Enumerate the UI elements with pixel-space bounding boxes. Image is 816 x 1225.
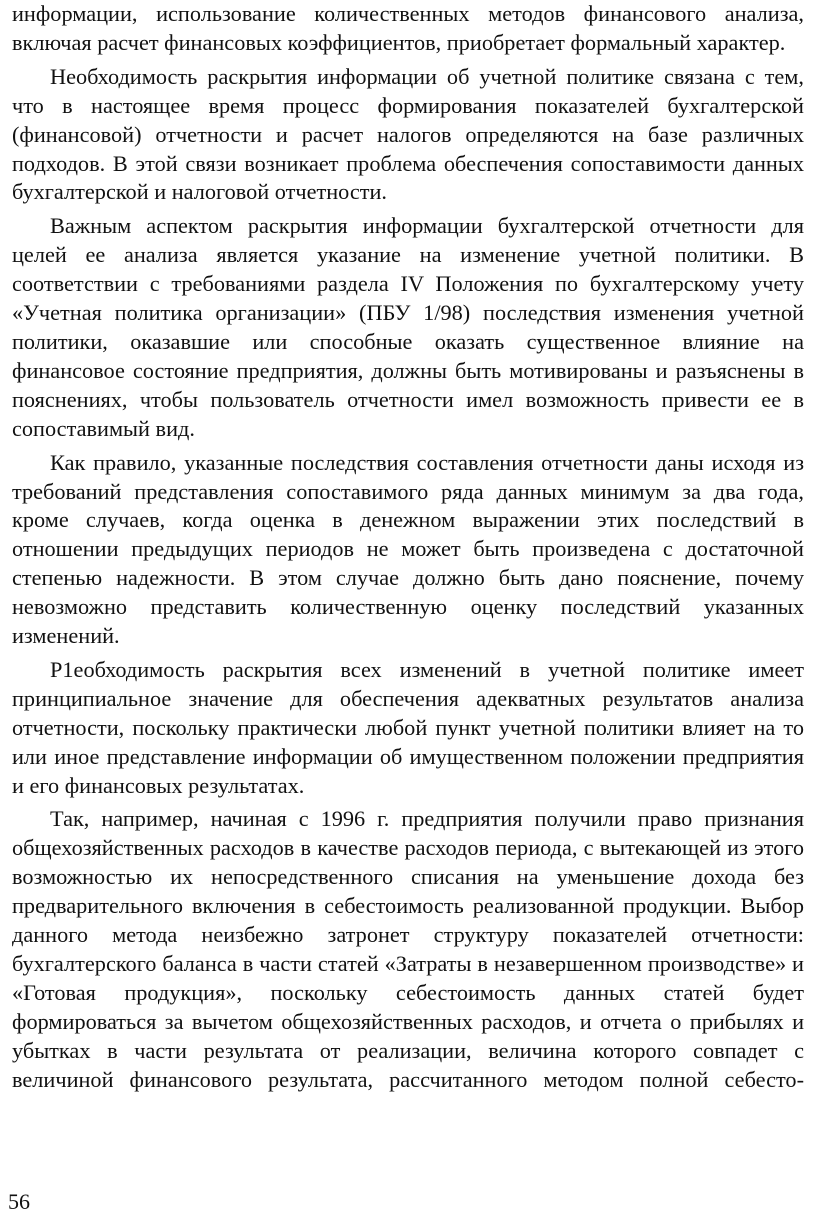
paragraph-3: Важным аспектом раскрытия информации бухгалтерской отчетности для целей ее анализа является указание на изменение учетной политики. В соответствии с требованиями раздела IV Положения по бухгалтерскому учету «Учетная политика организации» (ПБУ 1/98) последствия изменения учетной политики, оказавшие или способные оказать существенное влияние на финансовое состояние предприятия, должны быть мотивированы и разъяснены в пояснениях, чтобы пользователь отчетности имел возможность привести ее в сопоставимый вид. — [12, 213, 804, 441]
page-number: 56 — [8, 1189, 30, 1214]
paragraph-2: Необходимость раскрытия информации об учетной политике связана с тем, что в настоящее время процесс формирования показателей бухгалтерской (финансовой) отчетности и расчет налогов определяются на базе различных подходов. В этой связи возникает проблема обеспечения сопоставимости данных бухгалтерской и налоговой отчетности. — [12, 63, 804, 205]
paragraph-4: Как правило, указанные последствия составления отчетности даны исходя из требований представления сопоставимого ряда данных минимум за два года, кроме случаев, когда оценка в денежном выражении этих последствий в отношении предыдущих периодов не может быть произведена с достаточной степенью надежности. В этом случае должно быть дано пояснение, почему невозможно представить количественную оценку последствий указанных изменений. — [12, 449, 804, 649]
paragraph-5: Р1еобходимость раскрытия всех изменений в учетной политике имеет принципиальное значение для обеспечения адекватных результатов анализа отчетности, поскольку практически любой пункт учетной политики влияет на то или иное представление информации об имущественном положении предприятия и его финансовых результатах. — [12, 656, 804, 798]
paragraph-6: Так, например, начиная с 1996 г. предприятия получили право признания общехозяйственных расходов в качестве расходов периода, с вытекающей из этого возможностью их непосредственного списания на уменьшение дохода без предварительного включения в себестоимость реализованной продукции. Выбор данного метода неизбежно затронет структуру показателей отчетности: бухгалтерского баланса в части статей «Затраты в незавершенном производстве» и «Готовая продукция», поскольку себестоимость данных статей будет формироваться за вычетом общехозяйственных расходов, и отчета о прибылях и убытках в части результата от реализации, величина которого совпадет с величиной финансового результата, рассчитанного методом полной себесто- — [12, 806, 804, 1092]
paragraph-1: информации, использование количественных методов финансового анализа, включая расчет финансовых коэффициентов, приобретает формальный характер. — [12, 1, 804, 55]
page-body — [12, 0, 804, 1100]
